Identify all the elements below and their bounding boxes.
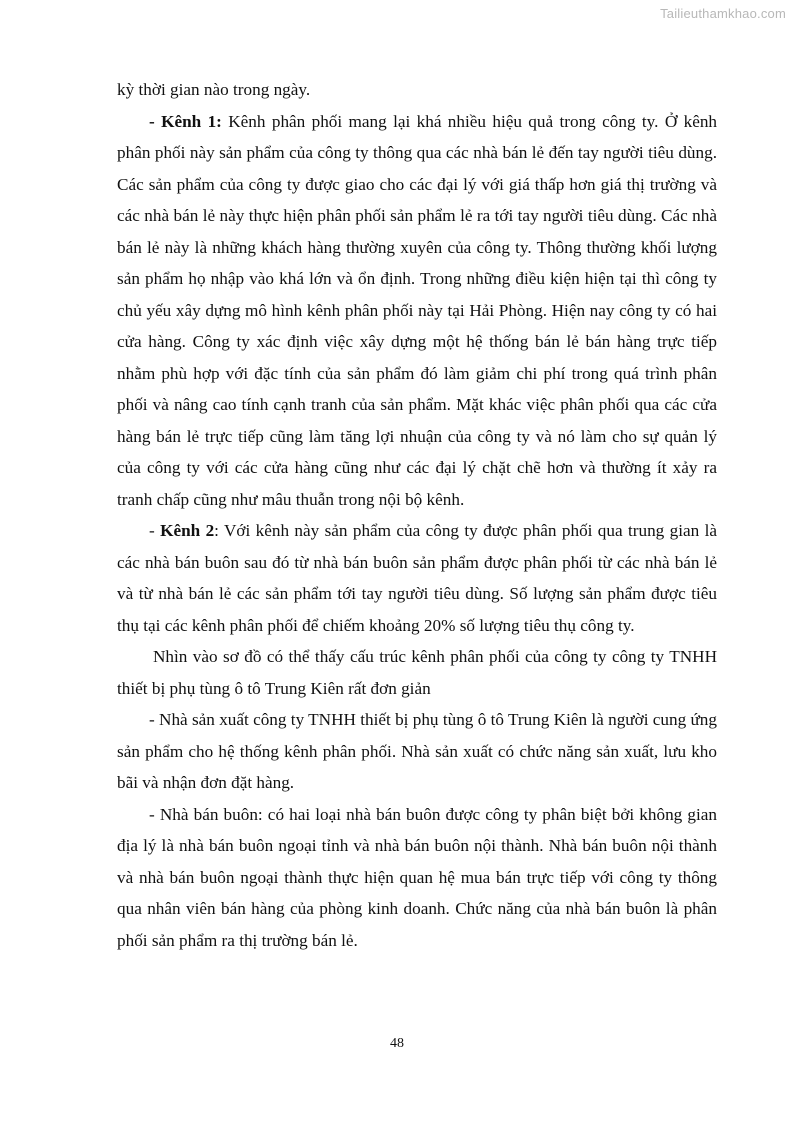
paragraph-text: kỳ thời gian nào trong ngày. xyxy=(117,80,311,99)
paragraph-text: Nhìn vào sơ đồ có thể thấy cấu trúc kênh phân phối của công ty công ty TNHH thiết bị phụ tùng ô tô Trung Kiên rất đơn giản xyxy=(117,647,717,698)
paragraph-text: : Với kênh này sản phẩm của công ty được phân phối qua trung gian là các nhà bán buôn sau đó từ nhà bán buôn sản phẩm được phân phối từ các nhà bán lẻ và từ nhà bán lẻ các sản phẩm tới tay người tiêu dùng. Số lượng sản phẩm được tiêu thụ tại các kênh phân phối để chiếm khoảng 20% số lượng tiêu thụ công ty. xyxy=(117,521,717,635)
paragraph-text: Kênh phân phối mang lại khá nhiều hiệu quả trong công ty. Ở kênh phân phối này sản phẩm của công ty thông qua các nhà bán lẻ đến tay người tiêu dùng. Các sản phẩm của công ty được giao cho các đại lý với giá thấp hơn giá thị trường và các nhà bán lẻ này thực hiện phân phối sản phẩm lẻ ra tới tay người tiêu dùng. Các nhà bán lẻ này là những khách hàng thường xuyên của công ty. Thông thường khối lượng sản phẩm họ nhập vào khá lớn và ổn định. Trong những điều kiện hiện tại thì công ty chủ yếu xây dựng mô hình kênh phân phối này tại Hải Phòng. Hiện nay công ty có hai cửa hàng. Công ty xác định việc xây dựng một hệ thống bán lẻ bán hàng trực tiếp nhằm phù hợp với đặc tính của sản phẩm đó làm giảm chi phí trong quá trình phân phối và nâng cao tính cạnh tranh của sản phẩm. Mặt khác việc phân phối qua các cửa hàng bán lẻ trực tiếp cũng làm tăng lợi nhuận của công ty và nó làm cho sự quản lý của công ty với các cửa hàng cũng như các đại lý chặt chẽ hơn và thường ít xảy ra tranh chấp cũng như mâu thuẫn trong nội bộ kênh. xyxy=(117,111,718,509)
channel-2-heading: Kênh 2 xyxy=(160,521,215,540)
channel-2-prefix: - xyxy=(149,521,161,540)
paragraph-manufacturer xyxy=(117,704,717,799)
paragraph-diagram-summary xyxy=(117,641,717,704)
paragraph-channel-2 xyxy=(117,515,717,641)
document-body xyxy=(117,74,717,956)
paragraph-channel-1 xyxy=(117,106,717,516)
paragraph-wholesaler xyxy=(117,799,717,957)
channel-1-heading: - Kênh 1: xyxy=(149,111,222,131)
paragraph-text: - Nhà sản xuất công ty TNHH thiết bị phụ tùng ô tô Trung Kiên là người cung ứng sản phẩm cho hệ thống kênh phân phối. Nhà sản xuất có chức năng sản xuất, lưu kho bãi và nhận đơn đặt hàng. xyxy=(117,710,717,792)
paragraph-continuation xyxy=(117,74,717,106)
watermark-text: Tailieuthamkhao.com xyxy=(660,6,786,21)
paragraph-text: - Nhà bán buôn: có hai loại nhà bán buôn được công ty phân biệt bởi không gian địa lý là nhà bán buôn ngoại tỉnh và nhà bán buôn nội thành. Nhà bán buôn nội thành và nhà bán buôn ngoại thành thực hiện quan hệ mua bán trực tiếp với công ty thông qua nhân viên bán hàng của phòng kinh doanh. Chức năng của nhà bán buôn là phân phối sản phẩm ra thị trường bán lẻ. xyxy=(117,804,717,950)
page-number: 48 xyxy=(390,1036,404,1051)
